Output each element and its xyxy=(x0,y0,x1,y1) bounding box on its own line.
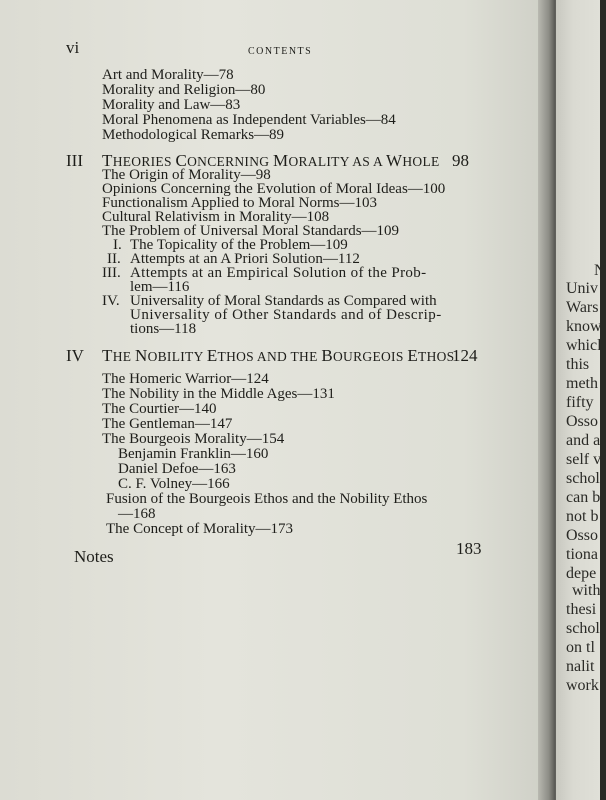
facing-text-fragment: nalit xyxy=(566,658,595,675)
toc-entry: The Gentleman—147 xyxy=(102,416,233,432)
toc-entry: Morality and Law—83 xyxy=(102,97,241,113)
toc-entry: The Courtier—140 xyxy=(102,401,217,417)
chapter-page-number: 124 xyxy=(452,346,478,365)
toc-entry: Moral Phenomena as Independent Variables—84 xyxy=(102,112,396,128)
toc-entry: The Problem of Universal Moral Standards—109 xyxy=(102,223,400,239)
toc-subentry-numeral: II. xyxy=(107,251,121,267)
toc-subentry: The Topicality of the Problem—109 xyxy=(130,237,348,253)
facing-text-fragment: Osso xyxy=(566,413,599,430)
toc-entry: Opinions Concerning the Evolution of Moral Ideas—100 xyxy=(102,181,446,197)
toc-subentry: Daniel Defoe—163 xyxy=(118,461,236,477)
facing-book-page xyxy=(556,0,606,800)
notes-page-number: 183 xyxy=(456,539,482,558)
toc-entry: Functionalism Applied to Moral Norms—103 xyxy=(102,195,377,211)
chapter-title: THEORIES CONCERNING MORALITY AS A WHOLE xyxy=(102,151,440,170)
facing-text-fragment: know xyxy=(566,318,602,335)
toc-entry: Art and Morality—78 xyxy=(102,67,234,83)
facing-text-fragment: fifty xyxy=(566,394,594,411)
facing-text-fragment: and a xyxy=(566,432,601,449)
facing-text-fragment: N xyxy=(594,262,606,279)
facing-text-fragment: on tl xyxy=(566,639,595,656)
toc-subentry: Attempts at an Empirical Solution of the Prob- xyxy=(130,265,427,281)
running-head: CONTENTS xyxy=(248,46,313,57)
toc-entry: The Bourgeois Morality—154 xyxy=(102,431,285,447)
facing-text-fragment: meth xyxy=(566,375,598,392)
toc-entry: The Concept of Morality—173 xyxy=(106,521,294,537)
facing-text-fragment: depe xyxy=(566,565,597,582)
toc-subentry-continuation: tions—118 xyxy=(130,321,197,337)
facing-text-fragment: can b xyxy=(566,489,601,506)
facing-text-fragment: work xyxy=(566,677,599,694)
facing-text-fragment: Univ xyxy=(566,280,598,297)
facing-text-fragment: whicl xyxy=(566,337,602,354)
chapter-numeral: III xyxy=(66,151,83,170)
toc-subentry: Universality of Moral Standards as Compared with xyxy=(130,293,437,309)
toc-entry: The Origin of Morality—98 xyxy=(102,167,271,183)
facing-text-fragment: tiona xyxy=(566,546,598,563)
facing-text-fragment: with xyxy=(572,582,601,599)
toc-entry: Morality and Religion—80 xyxy=(102,82,266,98)
toc-entry: The Nobility in the Middle Ages—131 xyxy=(102,386,335,402)
toc-entry: Fusion of the Bourgeois Ethos and the Nobility Ethos xyxy=(106,491,428,507)
toc-subentry-numeral: I. xyxy=(113,237,122,253)
toc-subentry-numeral: III. xyxy=(102,265,121,281)
toc-subentry: Benjamin Franklin—160 xyxy=(118,446,269,462)
facing-text-fragment: Osso xyxy=(566,527,599,544)
toc-subentry-continuation: lem—116 xyxy=(130,279,190,295)
facing-text-fragment: this xyxy=(566,356,590,373)
chapter-numeral: IV xyxy=(66,346,84,365)
toc-subentry: C. F. Volney—166 xyxy=(118,476,230,492)
facing-text-fragment: thesi xyxy=(566,601,597,618)
toc-entry-continuation: —168 xyxy=(118,506,156,522)
toc-entry: Methodological Remarks—89 xyxy=(102,127,285,143)
notes-label: Notes xyxy=(74,547,114,566)
toc-entry: Cultural Relativism in Morality—108 xyxy=(102,209,330,225)
facing-text-fragment: self v xyxy=(566,451,602,468)
toc-subentry: Attempts at an A Priori Solution—112 xyxy=(130,251,360,267)
facing-text-fragment: schol xyxy=(566,620,600,637)
chapter-page-number: 98 xyxy=(452,151,469,170)
facing-text-fragment: schol xyxy=(566,470,600,487)
toc-subentry-numeral: IV. xyxy=(102,293,120,309)
page-numeral: vi xyxy=(66,38,80,57)
chapter-title: THE NOBILITY ETHOS AND THE BOURGEOIS ETHOS xyxy=(102,346,455,365)
facing-text-fragment: not b xyxy=(566,508,599,525)
facing-text-fragment: Wars xyxy=(566,299,599,316)
toc-subentry-continuation: Universality of Other Standards and of Descrip- xyxy=(130,307,442,323)
toc-entry: The Homeric Warrior—124 xyxy=(102,371,269,387)
